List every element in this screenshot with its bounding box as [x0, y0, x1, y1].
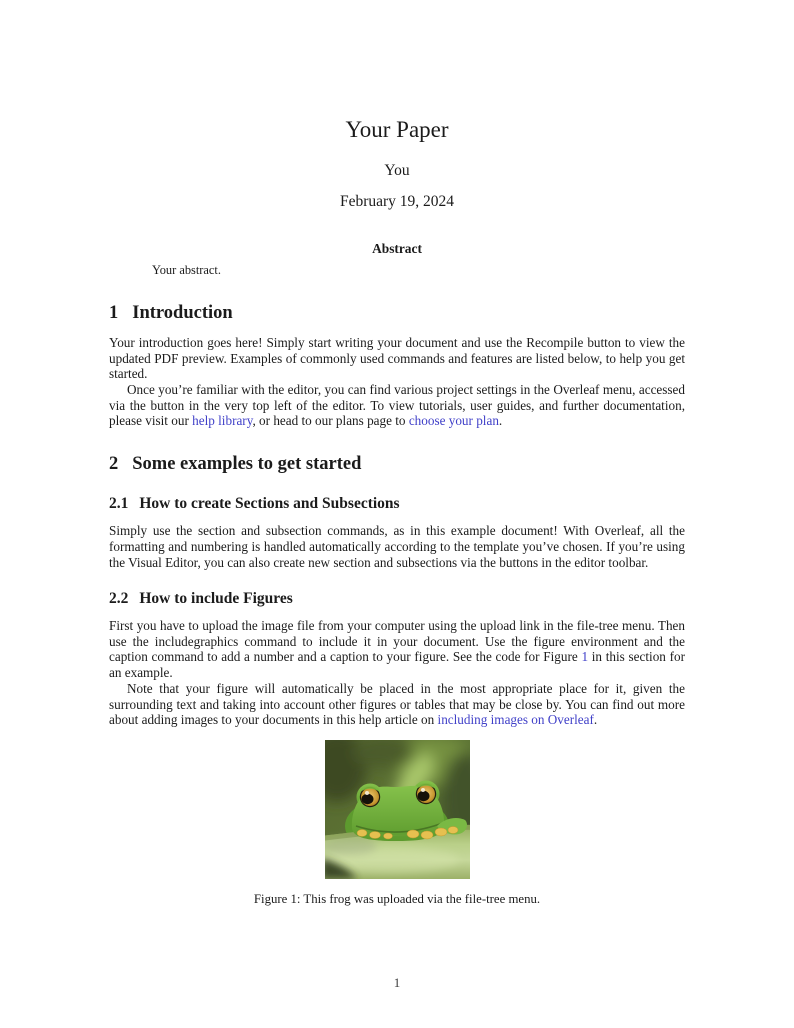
- inline-link[interactable]: choose your plan: [408, 413, 499, 429]
- section-2-1-paragraph-1: Simply use the section and subsection commands, as in this example document! With Overleaf, all the formatting and numbering is handled automatically according to the template you’ve chosen. If you’re using the Visual Editor, you can also create new section and subsections via the buttons in the editor toolbar.: [109, 523, 685, 570]
- figure-1: [109, 740, 685, 907]
- section-2-number: 2: [109, 454, 119, 475]
- section-2-2-number: 2.2: [109, 590, 129, 608]
- section-2-1-number: 2.1: [109, 495, 129, 513]
- section-2-title: Some examples to get started: [132, 454, 362, 475]
- section-2-2-heading: [109, 590, 685, 608]
- text-run: , or head to our plans page to: [252, 413, 409, 429]
- page-number: 1: [393, 975, 401, 990]
- section-1-paragraph-2: [109, 382, 685, 429]
- frog-right-eye: [415, 784, 435, 804]
- section-1-paragraph-1: Your introduction goes here! Simply start writing your document and use the Recompile button to view the updated PDF preview. Examples of commonly used commands and features are listed below, to help you get started.: [109, 334, 685, 382]
- paper-date: February 19, 2024: [339, 192, 455, 210]
- inline-link[interactable]: including images on Overleaf: [437, 712, 594, 728]
- abstract-text: Your abstract.: [152, 262, 221, 277]
- text-run: Note that your figure will automatically be placed in the most appropriate place for it, given the surrounding text and taking into account other figures or tables that may be close by. You can find out more about adding images to your documents in this help article on: [109, 680, 685, 728]
- text-run: in this section for an example.: [109, 649, 685, 681]
- text-run: .: [593, 712, 598, 728]
- section-2-2-title: How to include Figures: [139, 590, 293, 608]
- figure-1-caption: Figure 1: This frog was uploaded via the file-tree menu.: [253, 892, 541, 906]
- frog-left-eye: [359, 787, 379, 807]
- abstract-heading: Abstract: [372, 240, 422, 256]
- frog-photo: [325, 740, 470, 879]
- section-1-number: 1: [109, 302, 119, 323]
- paper-title: Your Paper: [345, 117, 449, 142]
- section-2-2-paragraph-2: [109, 681, 685, 728]
- section-2-1-title: How to create Sections and Subsections: [139, 495, 400, 513]
- text-run: First you have to upload the image file from your computer using the upload link in the file-tree menu. Then use the includegraphics command to include it in your document. Use the figure environment and the caption command to add a number and a caption to your figure. See the code for Figure: [109, 618, 685, 665]
- section-2-1-heading: [109, 495, 685, 513]
- section-2-2-paragraph-1: [109, 618, 685, 681]
- text-run: Once you’re familiar with the editor, you can find various project settings in the Overleaf menu, accessed via the button in the very top left of the editor. To view tutorials, user guides, and further documentation, please visit our: [109, 381, 685, 429]
- text-run: .: [498, 413, 503, 429]
- section-1-title: Introduction: [132, 302, 233, 323]
- paper-author: You: [384, 161, 410, 179]
- section-1-heading: [109, 303, 685, 324]
- inline-link[interactable]: 1: [581, 649, 589, 665]
- inline-link[interactable]: help library: [192, 413, 253, 429]
- section-2-heading: [109, 454, 685, 475]
